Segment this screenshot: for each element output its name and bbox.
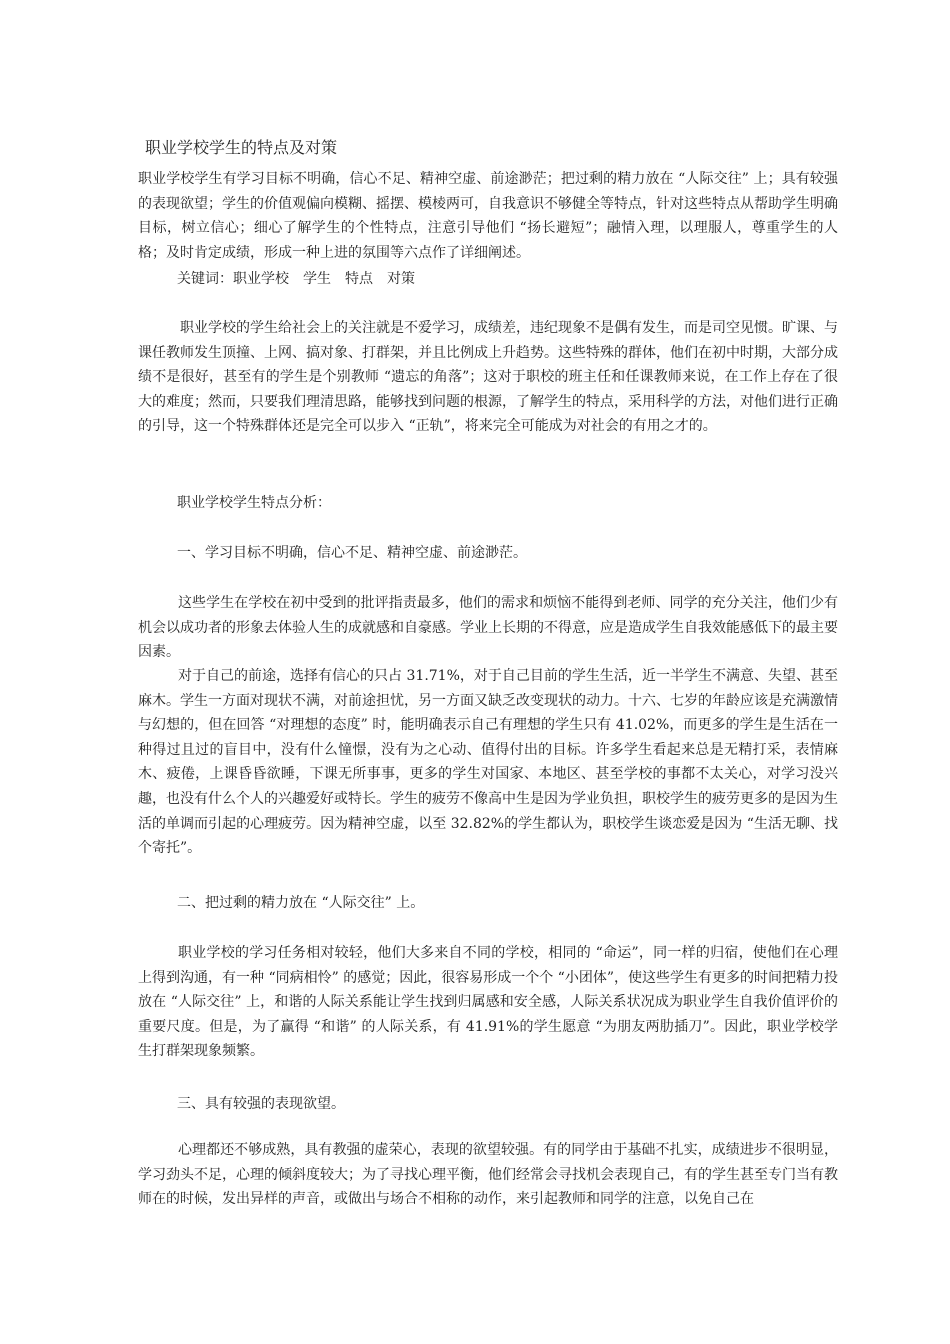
section3-paragraph: 心理都还不够成熟，具有教强的虚荣心，表现的欲望较强。有的同学由于基础不扎实，成绩进步不很明显，学习劲头不足，心理的倾斜度较大；为了寻找心理平衡，他们经常会寻找机会表现自己，有的学生甚至专门当有教师在的时候，发出异样的声音，或做出与场合不相称的动作，来引起教师和同学的注意，以免自己在 [138, 1142, 838, 1208]
analysis-heading: 职业学校学生特点分析： [177, 495, 331, 511]
section2-paragraph: 职业学校的学习任务相对较轻，他们大多来自不同的学校，相同的 “命运”，同一样的归宿，使他们在心理上得到沟通，有一种 “同病相怜” 的感觉；因此，很容易形成一个个 “小团体”，使这些学生有更多的时间把精力投放在 “人际交往” 上，和谐的人际关系能让学生找到归属感和安全感，人际关系状况成为职业学生自我价值评价的重要尺度。但是，为了赢得 “和谐” 的人际关系，有 41.91%的学生愿意 “为朋友两肋插刀”。因此，职业学校学生打群架现象频繁。 [138, 945, 838, 1060]
section1-paragraph-1: 这些学生在学校在初中受到的批评指责最多，他们的需求和烦恼不能得到老师、同学的充分关注，他们少有机会以成功者的形象去体验人生的成就感和自豪感。学业上长期的不得意，应是造成学生自我效能感低下的最主要因素。 [138, 595, 838, 661]
keywords-line: 关键词：职业学校 学生 特点 对策 [177, 271, 415, 287]
document-title: 职业学校学生的特点及对策 [145, 138, 338, 157]
section-heading-3: 三、具有较强的表现欲望。 [177, 1096, 345, 1112]
abstract-paragraph: 职业学校学生有学习目标不明确，信心不足、精神空虚、前途渺茫；把过剩的精力放在 “人际交往” 上；具有较强的表现欲望；学生的价值观偏向模糊、摇摆、模棱两可，自我意识不够健全等特点，针对这些特点从帮助学生明确目标，树立信心；细心了解学生的个性特点，注意引导他们 “扬长避短”；融情入理，以理服人，尊重学生的人格；及时肯定成绩，形成一种上进的氛围等六点作了详细阐述。 [138, 171, 838, 261]
intro-paragraph: 职业学校的学生给社会上的关注就是不爱学习，成绩差，违纪现象不是偶有发生，而是司空见惯。旷课、与课任教师发生顶撞、上网、搞对象、打群架，并且比例成上升趋势。这些特殊的群体，他们在初中时期，大部分成绩不是很好，甚至有的学生是个别教师 “遗忘的角落”；这对于职校的班主任和任课教师来说，在工作上存在了很大的难度；然而，只要我们理清思路，能够找到问题的根源，了解学生的特点，采用科学的方法，对他们进行正确的引导，这一个特殊群体还是完全可以步入 “正轨”，将来完全可能成为对社会的有用之才的。 [138, 320, 838, 435]
section-heading-1: 一、学习目标不明确，信心不足、精神空虚、前途渺茫。 [177, 545, 527, 561]
section1-paragraph-2: 对于自己的前途，选择有信心的只占 31.71%，对于自己目前的学生生活，近一半学生不满意、失望、甚至麻木。学生一方面对现状不满，对前途担忧，另一方面又缺乏改变现状的动力。十六、七岁的年龄应该是充满激情与幻想的，但在回答 “对理想的态度” 时，能明确表示自己有理想的学生只有 41.02%，而更多的学生是生活在一种得过且过的盲目中，没有什么憧憬，没有为之心动、值得付出的目标。许多学生看起来总是无精打采，表情麻木、疲倦，上课昏昏欲睡，下课无所事事，更多的学生对国家、本地区、甚至学校的事都不太关心，对学习没兴趣，也没有什么个人的兴趣爱好或特长。学生的疲劳不像高中生是因为学业负担，职校学生的疲劳更多的是因为生活的单调而引起的心理疲劳。因为精神空虚，以至 32.82%的学生都认为，职校学生谈恋爱是因为 “生活无聊、找个寄托”。 [138, 668, 838, 857]
section-heading-2: 二、把过剩的精力放在 “人际交往” 上。 [177, 895, 425, 911]
